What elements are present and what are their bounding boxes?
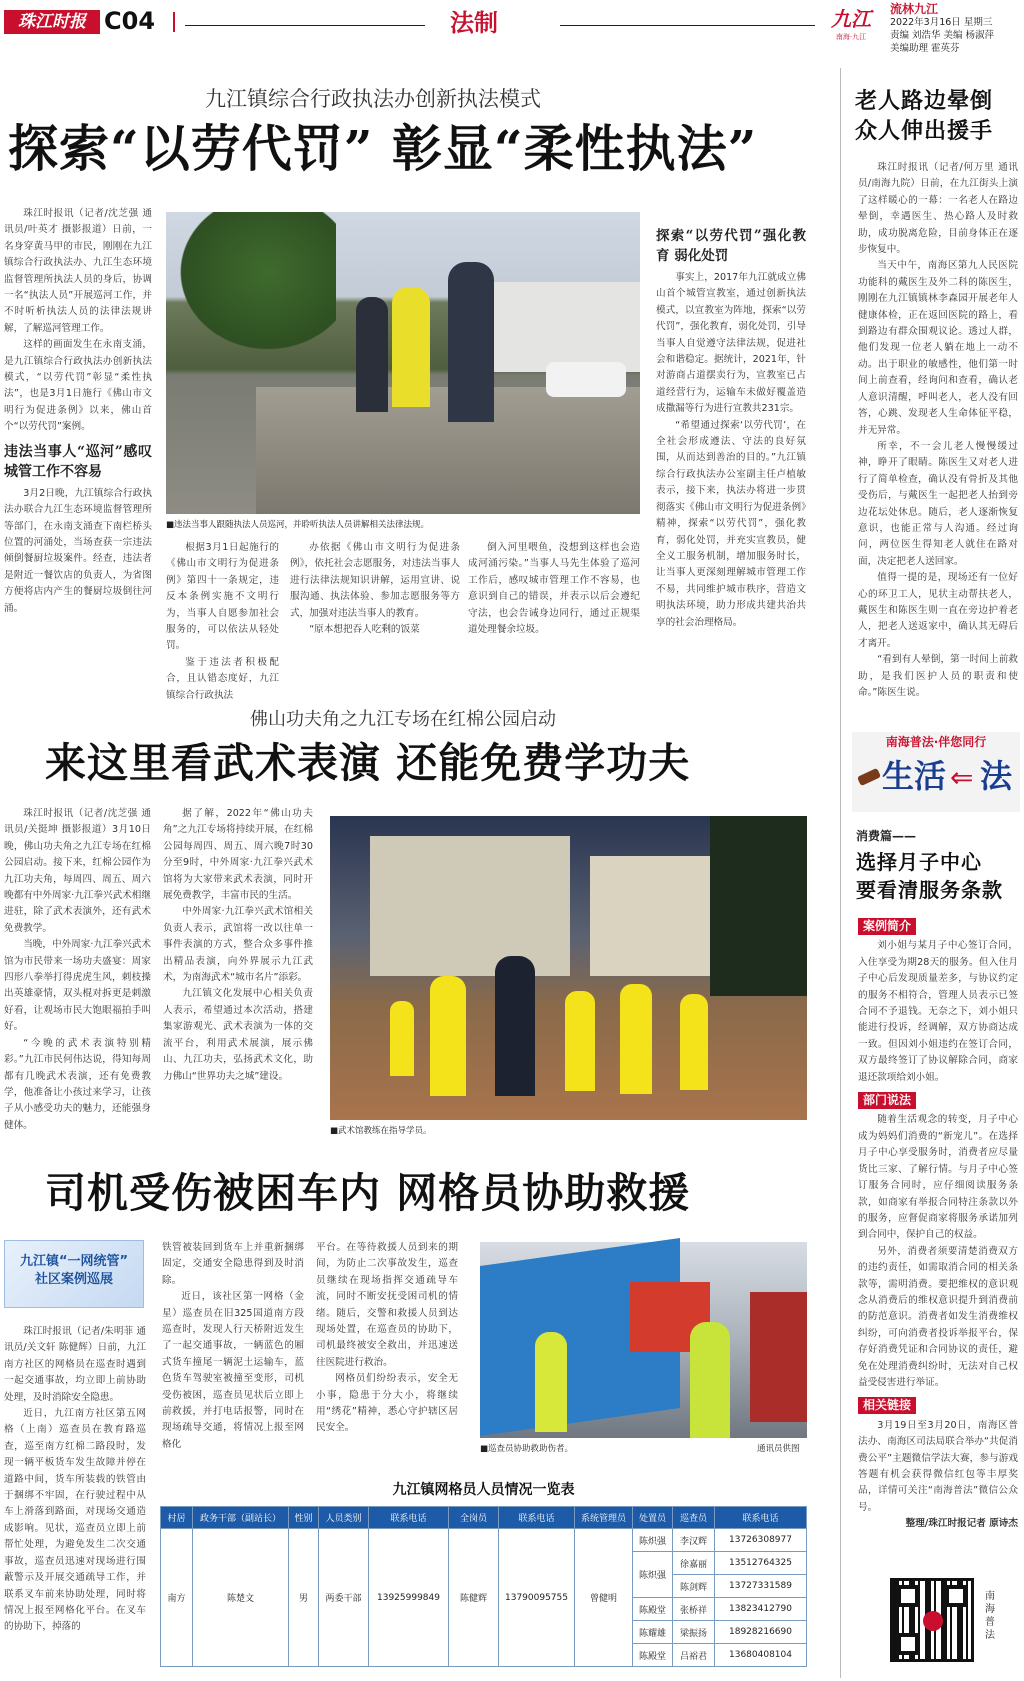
a4-p5: “看到有人晕倒，第一时间上前救助，是我们医护人员的职责和使命。”陈医生说。 [858,654,1018,698]
a1-c2: 根据3月1日起施行的《佛山市文明行为促进条例》第四十一条规定，违反本条例实施不文明行为，当事人自愿参加社会服务的，可以依法从轻处罚。 [166,542,279,652]
grid-table [160,1506,807,1667]
qr-code [890,1578,974,1662]
td-phone: 13680408104 [715,1644,807,1667]
td-disposer: 陈殿堂 [633,1598,673,1621]
a3-banner [4,1240,144,1308]
a3-c1b: 近日，九江南方社区第五网格（上南）巡查员在教育路巡查，巡至南方红棉二路段时，发现一辆平板货车发生故障并停在道路中间，货车所装载的铁管由于捆绑不牢固，在行驶过程中从车上滑落到路面，对现场交通造成影响。见状，巡查员立即上前帮忙处理，为避免发生二次交通事故，巡查员迅速对现场进行围蔽警示及开展交通疏导工作，并联系叉车前来协助处理，同时将情况上报至网格化平台。在叉车的协助下，掉落的 [4,1408,146,1633]
a1-photo-caption: ■违法当事人跟随执法人员巡河，并聆听执法人员讲解相关法律法规。 [166,520,430,530]
a4-p4: 值得一提的是，现场还有一位好心的环卫工人，见状主动帮扶老人，戴医生和陈医生则一直在旁边护着老人，把老人送返家中，确认其无碍后才离开。 [858,572,1018,649]
a1-col3 [290,540,460,670]
a3-c3: 平台。在等待救援人员到来的期间，为防止二次事故发生，巡查员继续在现场指挥交通疏导车流，同时不断安抚受困司机的情绪。随后，交警和救援人员到达现场处置，在巡查员的协助下，司机最终被安全救出，并迅速送往医院进行救治。 [316,1242,458,1368]
td-phone: 13823412790 [715,1598,807,1621]
a3-photo-credit: 通讯员供图 [757,1444,800,1454]
a1-photo [166,212,640,514]
a1-subhead-2: 探索“以劳代罚”强化教育 弱化处罚 [656,228,806,264]
a2-kicker: 佛山功夫角之九江专场在红棉公园启动 [250,709,556,730]
gavel-icon [857,768,881,786]
a2-c2: 据了解，2022年“佛山功夫角”之九江专场将持续开展，在红棉公园每周四、周五、周六晚7时30分至9时，中外周家·九江拳兴武术馆将为大家带来武术表演，同时开展免费教学，丰富市民的生活。 [163,808,313,902]
table-header-row [161,1507,807,1529]
a4-p1: 珠江时报讯（记者/何万里 通讯员/南海九院）日前，在九江街头上演了这样暖心的一幕：一名老人在路边晕倒，幸遇医生、热心路人及时救助，成功脱离危险，目前身体正在逐步恢复中。 [858,162,1018,256]
table-row [161,1529,807,1552]
a1-col4 [468,540,640,670]
a3-c3b: 网格员们纷纷表示，安全无小事，隐患于分大小，将继续用“绣花”精神，悉心守护辖区居民安全。 [316,1373,458,1434]
a3-c1: 珠江时报讯（记者/朱明菲 通讯员/关文轩 陈健辉）日前，九江南方社区的网格员在巡查时遇到一起交通事故，均立即上前协助处理，及时消除安全隐患。 [4,1326,146,1403]
issue-date: 2022年3月16日 星期三 [890,17,993,28]
td-phone1: 13925999849 [369,1529,449,1667]
a5-headline-2: 要看清服务条款 [856,878,1003,902]
a4-p3: 所幸，不一会儿老人慢慢缓过神，睁开了眼睛。陈医生又对老人进行了简单检查，确认没有骨折及其他受伤后，与戴医生一起把老人抬到旁边花坛处休息。随后，老人逐渐恢复意识，也能正常与人沟通。经过询问，两位医生得知老人就住在路对面，决定把老人送回家。 [858,440,1018,567]
a2-col2 [163,806,313,1146]
td-category: 两委干部 [319,1529,369,1667]
right-column-divider [840,68,841,1678]
th-quan: 全岗员 [449,1507,499,1529]
brand-name: 流林九江 [890,2,939,16]
a1-para-2: 这样的画面发生在永南支涌，是九江镇综合行政执法办创新执法模式，“以劳代罚”彰显“柔性执法”，也是3月1日施行《佛山市文明行为促进条例》以来，佛山首个“以劳代罚”案例。 [4,339,152,433]
a1-c2b: 鉴于违法者积极配合，且认错态度好，九江镇综合行政执法 [166,656,279,701]
td-phone: 13726308977 [715,1529,807,1552]
a1-subhead-1: 违法当事人“巡河”感叹城管工作不容易 [4,443,152,480]
th-disposer: 处置员 [633,1507,673,1529]
law-banner [852,732,1020,812]
a3-banner-line-1: 九江镇“一网统管” [19,1254,129,1269]
a5-headline-1: 选择月子中心 [856,850,982,874]
a1-c3: 办依据《佛山市文明行为促进条例》，依托社会志愿服务，对违法当事人进行法律法规知识讲解，运用宣讲、说服沟通、执法体验、参加志愿服务等方式，加强对违法当事人的教育。 [290,542,460,619]
law-banner-word-1: 生活 [882,757,947,795]
th-cadre: 政务干部（副站长） [193,1507,289,1529]
a4-p2: 当天中午，南海区第九人民医院功能科的戴医生及外二科的陈医生，刚刚在九江镇镇林李森园开展老年人健康体检，正在返回医院的路上，看到路边有群众围观议论。透过人群，他们发现一位老人躺在地上一动不动。出于职业的敏感性，他们第一时间上前查看，经询问和查看，确认老人意识清醒，呼叫老人，老人没有回答，心跳、发现老人生命体征平稳，并无异常。 [858,260,1018,436]
a5-body [858,918,1018,1554]
a2-photo [330,816,807,1120]
td-patrol: 李汉辉 [673,1529,715,1552]
th-category: 人员类别 [319,1507,369,1529]
a4-headline-1: 老人路边晕倒 [855,88,994,114]
arrow-icon: ⇐ [950,761,974,794]
td-patrol: 陈剑辉 [673,1575,715,1598]
a5-sign: 整理/珠江时报记者 原诗杰 [905,1518,1018,1530]
td-patrol: 吕裕君 [673,1644,715,1667]
a3-c2: 铁管被装回到货车上并重新捆绑固定，交通安全隐患得到及时消除。 [162,1242,304,1286]
qr-label: 南海普法 [985,1591,995,1641]
editors-line-2: 美编助理 霍英芬 [890,43,960,54]
td-disposer: 陈炽强 [633,1529,673,1552]
a4-headline-2: 众人伸出援手 [855,118,994,144]
a2-headline: 来这里看武术表演 还能免费学功夫 [45,739,691,787]
td-phone: 18928216690 [715,1621,807,1644]
th-gender: 性别 [289,1507,319,1529]
a1-para-3: 3月2日晚，九江镇综合行政执法办联合九江生态环境监督管理所等部门，在永南支涌查下南栏桥头位置的河涌处，当场查获一宗违法倾倒餐厨垃圾案件。经查，违法者是附近一餐饮店的负责人，为省图方便将店内产生的餐厨垃圾倒往河涌。 [4,487,152,614]
td-patrol: 梁振扬 [673,1621,715,1644]
td-admin: 曾健明 [575,1529,633,1667]
td-village: 南方 [161,1529,193,1667]
a5-t4: 3月19日至3月20日，南海区普法办、南海区司法局联合举办“共促消费公平”主题微信学法大赛，参与游戏答题有机会获得微信红包等丰厚奖品，详情可关注“南海普法”微信公众号。 [858,1419,1018,1513]
a5-kicker: 消费篇—— [856,829,917,843]
tag-case: 案例简介 [858,918,916,935]
td-phone: 13727331589 [715,1575,807,1598]
law-banner-top: 南海普法·伴您同行 [885,735,987,749]
a5-t3: 另外，消费者须要清楚消费双方的违约责任，如需取消合同的相关条款等，需明消费。要把维权的意识观念从消费后的维权意识提升到消费前的防范意识。消费者如发生消费维权纠纷，可向消费者投诉举报平台，保存好消费凭证和合同协议的责任，避免在处理消费纠纷时，无法对自己权益受侵害进行举证。 [858,1245,1018,1388]
a3-col2 [162,1240,304,1456]
td-gender: 男 [289,1529,319,1667]
a2-col1 [4,806,151,1146]
a2-c1: 珠江时报讯（记者/沈芝强 通讯员/关挺坤 摄影报道）3月10日晚，佛山功夫角之九江专场在红棉公园启动。接下来，红棉公园作为九江功夫角，每周四、周五、周六晚都有中外周家·九江拳兴武术相继进驻，除了武术表演外，还有武术免费教学。 [4,808,151,934]
td-patrol: 张桥祥 [673,1598,715,1621]
page-number: C04 [104,7,156,35]
td-cadre: 陈楚文 [193,1529,289,1667]
a2-c2b: 中外周家·九江拳兴武术馆相关负责人表示，武馆将一改以往单一事件表演的方式，整合众多事件推出精品表演，向外界展示九江武术，为南海武术“城市名片”添彩。 [163,906,313,984]
masthead-divider [173,12,175,32]
td-disposer: 陈耀雄 [633,1621,673,1644]
a1-headline: 探索“以劳代罚” 彰显“柔性执法” [8,119,758,178]
tag-link: 相关链接 [858,1397,916,1414]
th-phone3: 联系电话 [715,1507,807,1529]
table-title: 九江镇网格员人员情况一览表 [392,1482,575,1498]
brand-logo: 九江 南海·九江 [831,7,871,41]
a2-photo-caption: ■武术馆教练在指导学员。 [330,1126,432,1136]
a2-c1b: 当晚，中外周家·九江拳兴武术馆为市民带来一场功夫盛宴：周家四形八拳举打得虎虎生风，刺枝操出英雄豪情，双头棍对拆更是刺激好看，让观场市民大饱眼福拍手叫好。 [4,939,151,1033]
a1-col5 [656,226,806,668]
td-disposer: 陈殿堂 [633,1644,673,1667]
td-quan: 陈健辉 [449,1529,499,1667]
tag-dept: 部门说法 [858,1092,916,1109]
a3-banner-line-2: 社区案例巡展 [34,1272,113,1287]
section-title: 法制 [450,8,498,37]
a1-r2: “希望通过探索‘以劳代罚’，在全社会形成遵法、守法的良好氛围，从而达到善治的目的。”九江镇综合行政执法办公室副主任卢植敏表示，接下来，执法办将进一步贯彻落实《佛山市文明行为促进条例》精神，探索“以劳代罚”，强化教育，弱化处罚，并充实宣教员，健全义工服务机制，增加服务时长，让当事人更深刻理解城市管理工作不易，共同维护城市秩序，营造文明执法环境，助力形成共建共治共享的社会治理格局。 [656,419,806,628]
a2-c2c: 九江镇文化发展中心相关负责人表示，希望通过本次活动，搭建集家游观光、武术表演为一体的交流平台，利用武术展演，展示佛山、九江功夫，弘扬武术文化，助力佛山“世界功夫之城”建设。 [163,988,313,1082]
a5-t1: 刘小姐与某月子中心签订合同，入住享受为期28天的服务。但入住月子中心后发现质量差多，与协议约定的服务不相符合，管理人员表示已签合同不予退钱。无奈之下，刘小姐只能进行投诉，经调解，双方协商达成一致。但因刘小姐违约在签订合同，双方最终签订了协议解除合同，商家退还款项给刘小姐。 [858,940,1018,1083]
masthead [0,0,1024,62]
a1-lead: 珠江时报讯（记者/沈芝强 通讯员/叶英才 摄影报道）日前，一名身穿黄马甲的市民，刚刚在九江镇综合行政执法办、九江生态环境监督管理所执法人员的身后，协调一名“执法人员”开展巡河工作，并不时听析执法人员的法律法规讲解，了解巡河管理工作。 [4,208,152,334]
th-patrol: 巡查员 [673,1507,715,1529]
th-village: 村居 [161,1507,193,1529]
a1-col2 [166,540,279,701]
a3-photo-caption: ■巡查员协助救助伤者。 [480,1444,574,1454]
td-phone: 13512764325 [715,1552,807,1575]
a5-t2: 随着生活观念的转变，月子中心成为妈妈们消费的“新宠儿”。在选择月子中心享受服务时，消费者应尽量货比三家、了解行情。与月子中心签订服务合同时，应仔细阅读服务条款，如商家有举报合同特注条款以外的服务，应督促商家将服务承诺加列到合同中，保护自己的权益。 [858,1114,1018,1241]
a4-body [858,160,1018,712]
grid-table-wrap [160,1506,807,1667]
a3-headline: 司机受伤被困车内 网格员协助救援 [45,1169,691,1217]
th-admin: 系统管理员 [575,1507,633,1529]
a1-kicker: 九江镇综合行政执法办创新执法模式 [205,87,541,111]
a1-col1 [4,206,152,668]
law-banner-word-2: 法 [980,757,1013,795]
a3-c2b: 近日，该社区第一网格（金星）巡查员在旧325国道南方段巡查时，发现人行天桥附近发生了一起交通事故，一辆蓝色的厢式货车撞尾一辆泥土运输车，蓝色货车驾驶室被撞至变形，司机受伤被困，巡查员见状后立即上前救援，并打电话报警，同时在现场疏导交通，将情况上报至网格化 [162,1291,304,1450]
a3-col1 [4,1324,146,1674]
rule-right [560,25,815,26]
a2-c1c: “今晚的武术表演特别精彩。”九江市民何伟达说，得知每周都有几晚武术表演，还有免费教学，他准备让小孩过来学习，让孩子从小感受功夫的魅力，还能强身健体。 [4,1037,151,1131]
a3-photo [480,1242,807,1438]
a3-col3 [316,1240,458,1456]
th-phone1: 联系电话 [369,1507,449,1529]
td-disposer: 陈炽强 [633,1552,673,1598]
th-phone2: 联系电话 [499,1507,575,1529]
a1-c3b: “原本想把吞人吃剩的饭菜 [309,624,420,636]
td-phone2: 13790095755 [499,1529,575,1667]
editors-line-1: 责编 刘浩华 美编 杨淑萍 [890,30,995,41]
a1-r1: 事实上，2017年九江就成立佛山首个城管宣教室，通过创新执法模式，以宣教室为阵地，探索“以劳代罚”，强化教育，弱化处罚，引导当事人自觉遵守法律法规，促进社会和谐稳定。据统计，2021年，针对游商占道摆卖行为，宣教室已占道经营行为，运输车未做好覆盖造成撒漏等行为进行宣教共231宗。 [656,272,806,415]
a1-c4: 倒入河里喂鱼，没想到这样也会造成河涌污染。”当事人马先生体验了巡河工作后，感叹城市管理工作不容易，也意识到自己的错误，并表示以后会遵纪守法，也会告诫身边同行，通过正规渠道处理餐余垃圾。 [468,542,640,636]
td-patrol: 徐嘉丽 [673,1552,715,1575]
rule-left [185,25,425,26]
paper-logo: 珠江时报 [4,10,100,34]
